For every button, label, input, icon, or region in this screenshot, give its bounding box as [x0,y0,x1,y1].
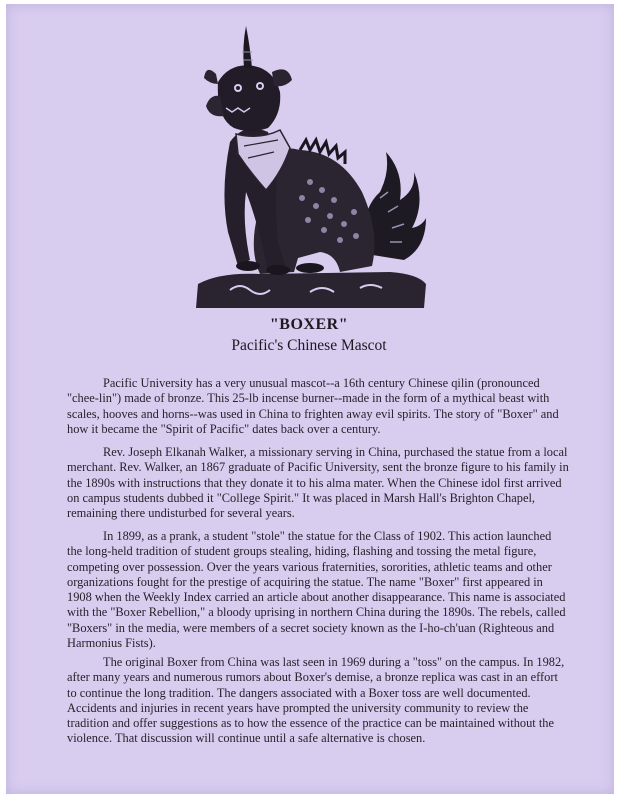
paragraph-tradition: In 1899, as a prank, a student "stole" the statue for the Class of 1902. This action launched the long-held tradition of student groups stealing, hiding, flashing and tossing the metal figure, competing over possession. Over the years various fraternities, sororities, athletic teams and other organizations fought for the prestige of acquiring the statue. The name "Boxer" first appeared in 1908 when the Weekly Index carried an article about another disappearance. This name is associated with the "Boxer Rebellion," a bloody uprising in northern China during the 1890s. The rebels, called "Boxers" in the media, were members of a secret society known as the I-ho-ch'uan (Righteous and Harmonius Fists). [67,529,566,651]
qilin-statue-illustration [190,22,430,312]
document-subtitle: Pacific's Chinese Mascot [231,337,387,354]
paragraph-replica: The original Boxer from China was last seen in 1969 during a "toss" on the campus. In 1982, after many years and numerous rumors about Boxer's demise, a bronze replica was cast in an effort to continue the long tradition. The dangers associated with a Boxer toss are well documented. Accidents and injuries in recent years have prompted the university community to review the tradition and offer suggestions as to how the essence of the practice can be maintained without the violence. That discussion will continue until a safe alternative is chosen. [67,655,565,746]
document-title: "BOXER" [269,316,349,333]
paragraph-walker: Rev. Joseph Elkanah Walker, a missionary serving in China, purchased the statue from a local merchant. Rev. Walker, an 1867 graduate of Pacific University, sent the bronze figure to his family in the 1890s with instructions that they donate it to his alma mater. When the Chinese idol first arrived on campus students dubbed it "College Spirit." It was placed in Marsh Hall's Brighton Chapel, remaining there undisturbed for several years. [67,445,569,521]
paragraph-intro: Pacific University has a very unusual mascot--a 16th century Chinese qilin (pronounced "chee-lin") made of bronze. This 25-lb incense burner--made in the form of a mythical beast with scales, hooves and horns--was used in China to frighten away evil spirits. The story of "Boxer" and how it became the "Spirit of Pacific" dates back over a century. [67,376,559,436]
